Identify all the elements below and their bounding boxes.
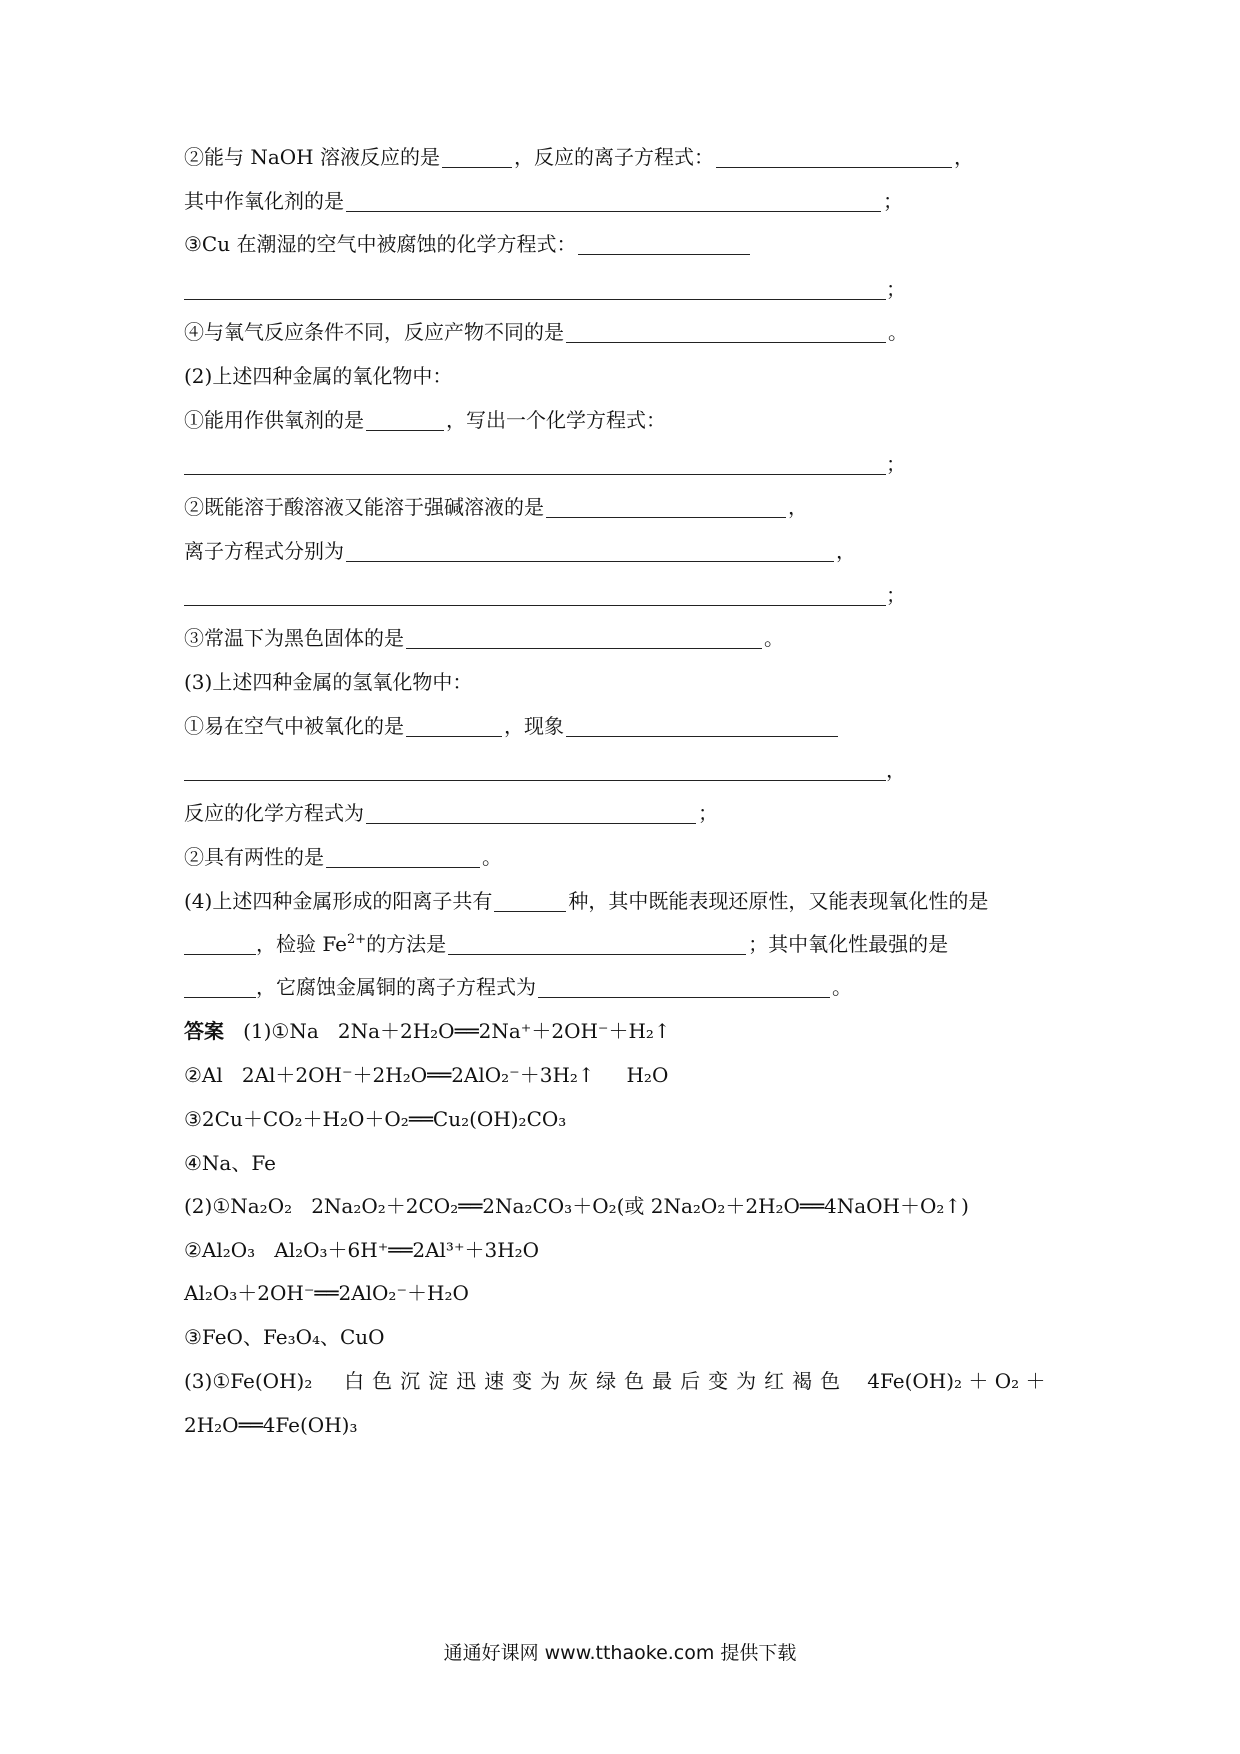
- answer-2-1: [184, 1191, 1080, 1221]
- q4-text-e: ；其中氧化性最强的是: [748, 932, 949, 956]
- answer-1-4: [184, 1148, 1080, 1178]
- period: 。: [832, 975, 852, 999]
- question-4: [184, 886, 1080, 916]
- question-2-3: [184, 623, 1080, 653]
- question-1-2-oxidant: [184, 186, 1080, 216]
- answer-blank: [546, 497, 786, 518]
- answer-blank: [566, 716, 838, 737]
- b2-num: ②Al₂O₃: [184, 1238, 256, 1262]
- answer-2-3: [184, 1322, 1080, 1352]
- answer-blank: [406, 628, 762, 649]
- question-4-cont2: [184, 972, 1080, 1002]
- answer-blank: [346, 541, 834, 562]
- question-3-1-cont: [184, 755, 1080, 785]
- q2-3-text: ③常温下为黑色固体的是: [184, 626, 404, 650]
- answer-blank: [366, 410, 444, 431]
- c1-eq-a: 4Fe(OH)₂ ＋ O₂ ＋: [867, 1369, 1046, 1393]
- q4-text-d: 的方法是: [366, 932, 447, 956]
- answer-blank: [716, 147, 952, 168]
- answer-blank: [184, 279, 886, 300]
- answer-3-1-cont: [184, 1410, 1080, 1440]
- q1-2-text-a: ②能与 NaOH 溶液反应的是: [184, 145, 440, 169]
- q2-1-text-a: ①能用作供氧剂的是: [184, 408, 364, 432]
- a2-eq: 2Al＋2OH⁻＋2H₂O══2AlO₂⁻＋3H₂↑: [241, 1063, 595, 1087]
- semicolon: ；: [886, 583, 906, 607]
- answer-1-2: [184, 1060, 1080, 1090]
- question-1-2: [184, 142, 1080, 172]
- answer-blank: [184, 977, 256, 998]
- period: 。: [888, 320, 908, 344]
- answer-blank: [538, 977, 830, 998]
- q3-1-text-b: ，现象: [504, 714, 564, 738]
- footer-credit: 通通好课网 www.tthaoke.com 提供下载: [443, 1642, 797, 1664]
- a2-num: ②Al: [184, 1063, 223, 1087]
- c1-phenomenon: 白色沉淀迅速变为灰绿色最后变为红褐色: [344, 1369, 849, 1393]
- answer-blank: [326, 847, 480, 868]
- a1-eq: 2Na＋2H₂O══2Na⁺＋2OH⁻＋H₂↑: [337, 1019, 671, 1043]
- q4-text-a: (4)上述四种金属形成的阳离子共有: [184, 889, 493, 913]
- b1-num: (2)①Na₂O₂: [184, 1194, 293, 1218]
- q4-text-c: ，检验 Fe: [256, 932, 347, 956]
- question-2-2-cont: [184, 580, 1080, 610]
- comma: ，: [788, 495, 808, 519]
- semicolon: ；: [886, 277, 906, 301]
- question-3-heading: [184, 667, 1080, 697]
- question-2-1-cont: [184, 449, 1080, 479]
- q2-2-text-a: ②既能溶于酸溶液又能溶于强碱溶液的是: [184, 495, 544, 519]
- answer-2-2-cont: [184, 1278, 1080, 1308]
- question-3-1: [184, 711, 1080, 741]
- question-4-cont: [184, 929, 1080, 959]
- answer-blank: [442, 147, 512, 168]
- q1-4-text: ④与氧气反应条件不同，反应产物不同的是: [184, 320, 564, 344]
- q2-2-text-b: 离子方程式分别为: [184, 539, 344, 563]
- comma: ，: [886, 758, 906, 782]
- question-1-3: [184, 229, 1080, 259]
- question-3-2: [184, 842, 1080, 872]
- q1-3-text: ③Cu 在潮湿的空气中被腐蚀的化学方程式：: [184, 232, 577, 256]
- question-2-2-eqs: [184, 536, 1080, 566]
- answer-blank: [346, 191, 881, 212]
- period: 。: [764, 626, 784, 650]
- q4-text-b: 种，其中既能表现还原性，又能表现氧化性的是: [568, 889, 989, 913]
- q1-2-text-b: ，反应的离子方程式：: [513, 145, 714, 169]
- q2-text: (2)上述四种金属的氧化物中：: [184, 364, 453, 388]
- q3-text: (3)上述四种金属的氢氧化物中：: [184, 670, 473, 694]
- answer-blank: [366, 803, 696, 824]
- answer-2-2: [184, 1235, 1080, 1265]
- a3-eq: ③2Cu＋CO₂＋H₂O＋O₂══Cu₂(OH)₂CO₃: [184, 1107, 567, 1131]
- q3-1-text-c: 反应的化学方程式为: [184, 801, 364, 825]
- answer-blank: [566, 322, 886, 343]
- semicolon: ；: [698, 801, 718, 825]
- answer-blank: [184, 454, 886, 475]
- question-1-3-cont: [184, 274, 1080, 304]
- question-2-2: [184, 492, 1080, 522]
- semicolon: ；: [886, 452, 906, 476]
- fe-charge: 2+: [346, 932, 367, 947]
- answer-blank: [578, 234, 750, 255]
- b2-eq1: Al₂O₃＋6H⁺══2Al³⁺＋3H₂O: [274, 1238, 540, 1262]
- a1-num: (1)①Na: [243, 1019, 319, 1043]
- q3-2-text: ②具有两性的是: [184, 845, 324, 869]
- q1-2-text-c: ，: [953, 145, 974, 169]
- question-3-1-eq: [184, 798, 1080, 828]
- comma: ，: [836, 539, 856, 563]
- semicolon: ；: [883, 189, 903, 213]
- b1-eq: 2Na₂O₂＋2CO₂══2Na₂CO₃＋O₂(或 2Na₂O₂＋2H₂O══4NaOH＋O₂↑): [311, 1194, 969, 1218]
- b3-text: ③FeO、Fe₃O₄、CuO: [184, 1325, 385, 1349]
- q4-text-f: ，它腐蚀金属铜的离子方程式为: [256, 975, 536, 999]
- answer-blank: [448, 934, 746, 955]
- b2-eq2: Al₂O₃＋2OH⁻══2AlO₂⁻＋H₂O: [184, 1281, 469, 1305]
- q1-2-text-d: 其中作氧化剂的是: [184, 189, 344, 213]
- answer-3-1: [184, 1366, 1080, 1396]
- answer-1-3: [184, 1104, 1080, 1134]
- c1-eq-b: 2H₂O══4Fe(OH)₃: [184, 1413, 358, 1437]
- c1-num: (3)①Fe(OH)₂: [184, 1369, 313, 1393]
- answer-blank: [406, 716, 502, 737]
- answer-blank: [184, 934, 256, 955]
- answer-1-1: [184, 1016, 1080, 1046]
- answer-blank: [494, 891, 566, 912]
- a2-oxidant: H₂O: [626, 1063, 669, 1087]
- answer-blank: [184, 760, 886, 781]
- q2-1-text-b: ，写出一个化学方程式：: [446, 408, 666, 432]
- answer-blank: [184, 585, 886, 606]
- answer-label: 答案: [184, 1019, 224, 1043]
- question-2-1: [184, 405, 1080, 435]
- question-2-heading: [184, 361, 1080, 391]
- a4-text: ④Na、Fe: [184, 1151, 276, 1175]
- q3-1-text-a: ①易在空气中被氧化的是: [184, 714, 404, 738]
- question-1-4: [184, 317, 1080, 347]
- period: 。: [482, 845, 502, 869]
